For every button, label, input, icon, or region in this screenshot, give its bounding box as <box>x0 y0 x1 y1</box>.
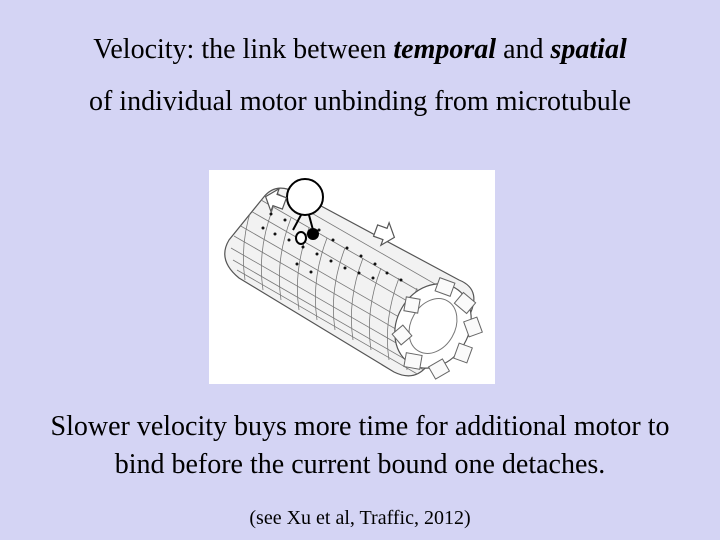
citation: (see Xu et al, Traffic, 2012) <box>249 507 471 529</box>
title-emphasis-temporal: temporal <box>393 34 497 65</box>
microtubule-icon <box>225 188 486 382</box>
microtubule-illustration <box>209 170 495 384</box>
slide-title-line-2: of individual motor unbinding from microtubule <box>88 86 632 117</box>
body-text-line-2: bind before the current bound one detaches. <box>114 449 606 480</box>
title-mid: and <box>496 34 551 65</box>
title-prefix: Velocity: the link between <box>93 34 394 65</box>
title-emphasis-spatial: spatial <box>550 34 627 65</box>
slide-title-line-1 <box>0 33 720 67</box>
body-text-line-1: Slower velocity buys more time for additional motor to <box>50 411 670 442</box>
microtubule-figure <box>209 170 495 384</box>
